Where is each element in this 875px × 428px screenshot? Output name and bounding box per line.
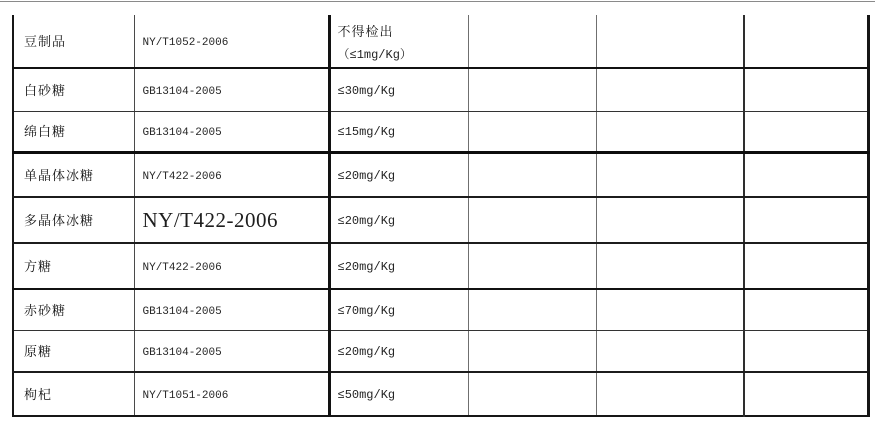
product-name: 绵白糖 [24, 124, 67, 139]
empty-cell [596, 111, 744, 152]
limit-cell [329, 111, 468, 152]
table-row [13, 197, 868, 243]
empty-cell [468, 15, 596, 68]
product-name: 枸杞 [24, 387, 53, 402]
empty-cell [468, 152, 596, 197]
empty-cell [468, 197, 596, 243]
empty-cell [744, 111, 868, 152]
table-row [13, 15, 868, 68]
empty-cell [468, 243, 596, 289]
limit-text: ≤30mg/Kg [337, 83, 396, 98]
product-cell [13, 330, 134, 372]
standard-cell [134, 197, 329, 243]
standard-cell [134, 15, 329, 68]
product-name: 方糖 [24, 259, 53, 274]
table-row [13, 243, 868, 289]
product-cell [13, 372, 134, 416]
standard-code: NY/T1051-2006 [142, 390, 229, 402]
limit-cell [329, 152, 468, 197]
standard-cell [134, 289, 329, 330]
empty-cell [744, 372, 868, 416]
limit-text: ≤70mg/Kg [337, 303, 396, 318]
standard-code: GB13104-2005 [142, 127, 222, 139]
limit-text: ≤15mg/Kg [337, 125, 396, 139]
standard-code: GB13104-2005 [142, 305, 222, 318]
product-cell [13, 15, 134, 68]
product-cell [13, 152, 134, 197]
product-cell [13, 289, 134, 330]
standard-cell [134, 111, 329, 152]
table-row [13, 111, 868, 152]
empty-cell [744, 289, 868, 330]
empty-cell [596, 197, 744, 243]
empty-cell [596, 68, 744, 111]
table-row [13, 330, 868, 372]
limit-text: ≤50mg/Kg [337, 388, 396, 402]
empty-cell [468, 68, 596, 111]
product-cell [13, 111, 134, 152]
limit-cell [329, 330, 468, 372]
empty-cell [744, 330, 868, 372]
empty-cell [744, 15, 868, 68]
empty-cell [744, 197, 868, 243]
limit-text-line1: 不得检出 [337, 23, 394, 39]
standard-cell [134, 152, 329, 197]
standard-cell [134, 243, 329, 289]
limit-cell [329, 15, 468, 68]
empty-cell [468, 372, 596, 416]
empty-cell [744, 243, 868, 289]
table-row [13, 289, 868, 330]
top-rule-divider [0, 1, 875, 2]
empty-cell [596, 330, 744, 372]
product-name: 豆制品 [24, 34, 67, 49]
limit-text-line2: （≤1mg/Kg） [337, 47, 412, 62]
empty-cell [468, 111, 596, 152]
standards-table [12, 15, 870, 417]
empty-cell [596, 289, 744, 330]
standard-code: NY/T422-2006 [142, 170, 222, 183]
standard-code: NY/T422-2006 [142, 262, 222, 274]
limit-cell [329, 372, 468, 416]
empty-cell [468, 330, 596, 372]
empty-cell [744, 68, 868, 111]
limit-text: ≤20mg/Kg [337, 168, 396, 183]
empty-cell [596, 372, 744, 416]
product-cell [13, 197, 134, 243]
standard-code: GB13104-2005 [142, 346, 222, 359]
empty-cell [468, 289, 596, 330]
standard-code: GB13104-2005 [142, 85, 222, 98]
empty-cell [744, 152, 868, 197]
empty-cell [596, 15, 744, 68]
product-name: 单晶体冰糖 [24, 167, 95, 183]
product-cell [13, 68, 134, 111]
standard-cell [134, 330, 329, 372]
table-body [13, 15, 868, 416]
standard-cell [134, 372, 329, 416]
product-name: 赤砂糖 [24, 302, 67, 318]
empty-cell [596, 243, 744, 289]
limit-text: ≤20mg/Kg [337, 214, 396, 228]
table-row [13, 152, 868, 197]
standard-code: NY/T1052-2006 [142, 37, 229, 49]
limit-text: ≤20mg/Kg [337, 260, 396, 274]
table-row [13, 68, 868, 111]
limit-cell [329, 289, 468, 330]
empty-cell [596, 152, 744, 197]
product-name: 白砂糖 [24, 82, 67, 98]
limit-cell [329, 68, 468, 111]
standard-code-large: NY/T422-2006 [142, 207, 278, 232]
limit-cell [329, 243, 468, 289]
product-name: 多晶体冰糖 [24, 213, 95, 228]
product-name: 原糖 [24, 343, 53, 359]
limit-cell [329, 197, 468, 243]
table-row [13, 372, 868, 416]
product-cell [13, 243, 134, 289]
limit-text: ≤20mg/Kg [337, 344, 396, 359]
standard-cell [134, 68, 329, 111]
